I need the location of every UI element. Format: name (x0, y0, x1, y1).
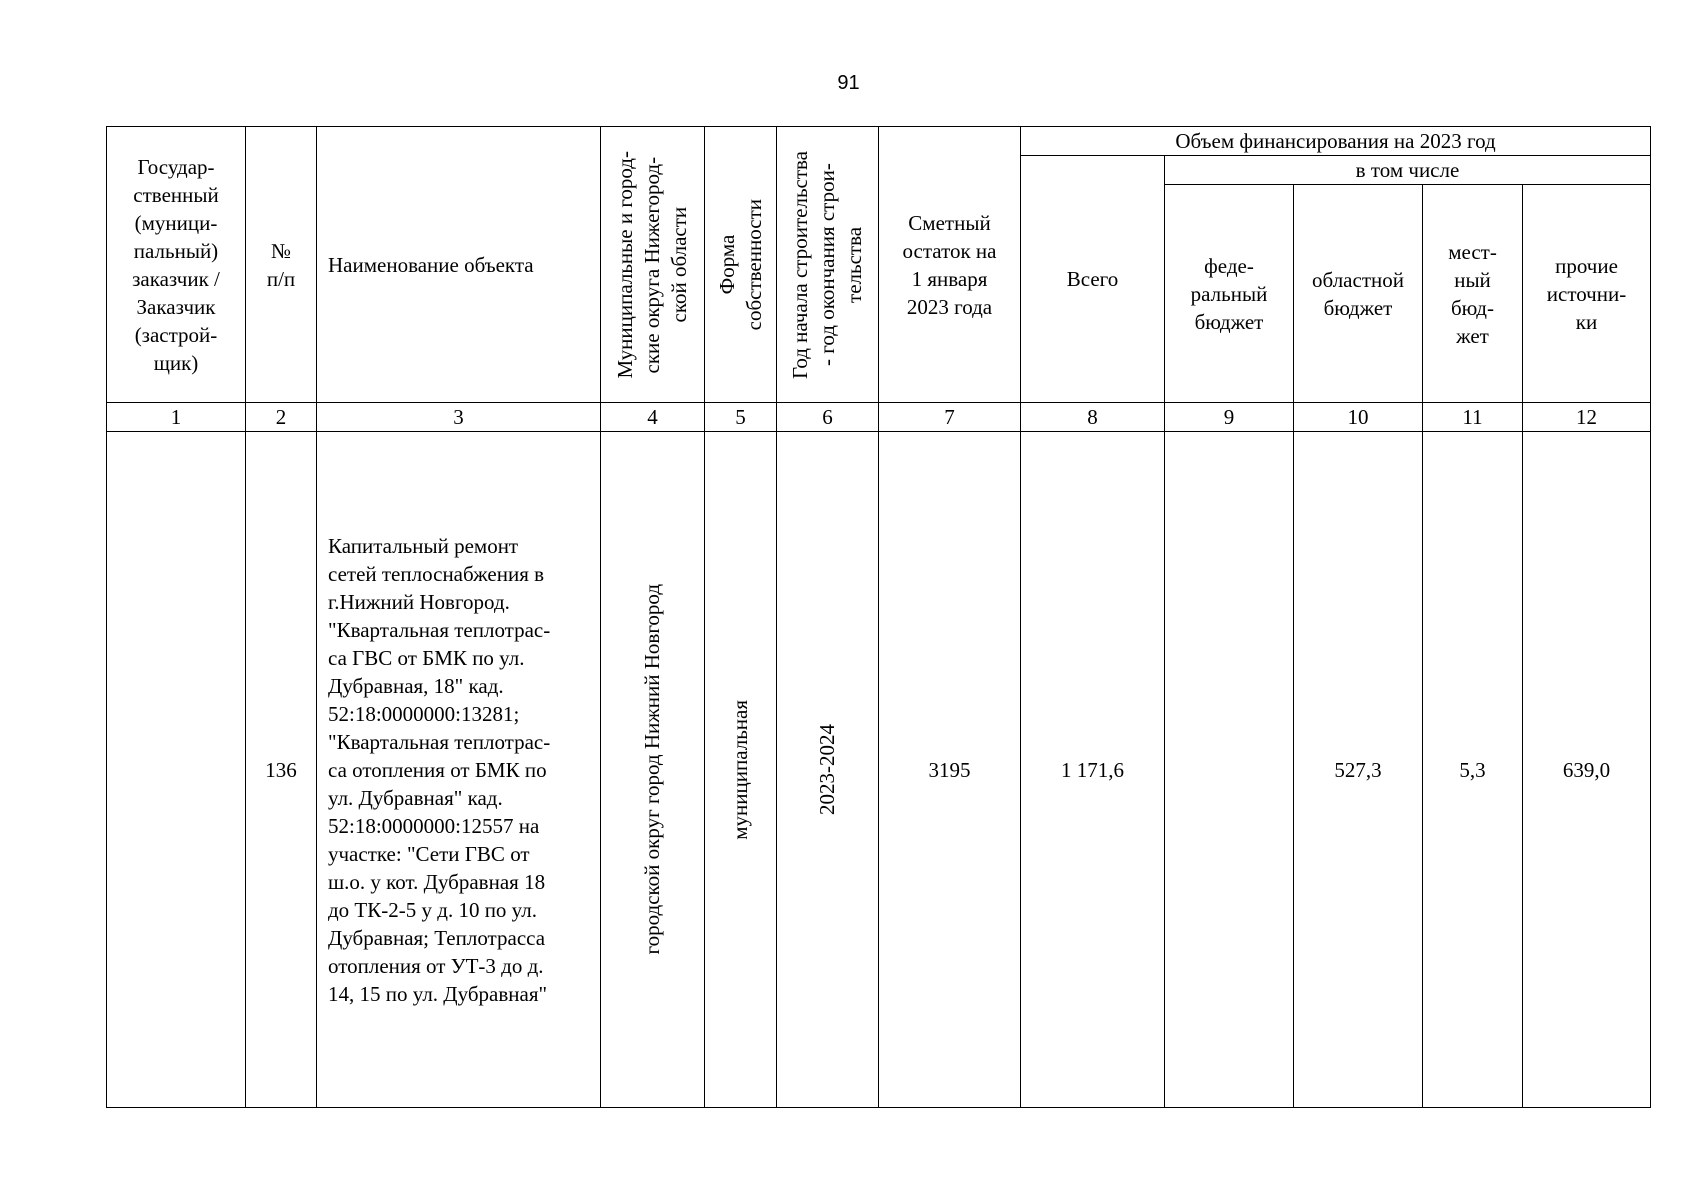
column-number: 2 (246, 403, 317, 432)
page-number: 91 (837, 72, 860, 94)
cell-district: городской округ город Нижний Новгород (601, 432, 705, 1108)
cell-index: 136 (246, 432, 317, 1108)
column-number: 10 (1294, 403, 1423, 432)
column-number: 5 (705, 403, 777, 432)
header-index: № п/п (246, 127, 317, 403)
column-number: 4 (601, 403, 705, 432)
header-estimate: Сметный остаток на 1 января 2023 года (879, 127, 1021, 403)
header-regional: областной бюджет (1294, 185, 1423, 403)
column-number: 12 (1523, 403, 1651, 432)
cell-total: 1 171,6 (1021, 432, 1165, 1108)
cell-years: 2023-2024 (777, 432, 879, 1108)
header-including: в том числе (1165, 156, 1651, 185)
header-object-name: Наименование объекта (317, 127, 601, 403)
column-number: 1 (107, 403, 246, 432)
header-total: Всего (1021, 156, 1165, 403)
header-customer: Государ- ственный (муници- пальный) заказчик / Заказчик (застрой- щик) (107, 127, 246, 403)
column-number: 8 (1021, 403, 1165, 432)
header-other: прочие источни- ки (1523, 185, 1651, 403)
column-numbers-row (107, 403, 1651, 432)
column-number: 7 (879, 403, 1021, 432)
column-number: 6 (777, 403, 879, 432)
cell-customer (107, 432, 246, 1108)
header-years: Год начала строительства - год окончания строи- тельства (777, 127, 879, 403)
table-row (107, 432, 1651, 1108)
header-local: мест- ный бюд- жет (1423, 185, 1523, 403)
cell-object-name: Капитальный ремонт сетей теплоснабжения в г.Нижний Новгород. "Квартальная теплотрас- са ГВС от БМК по ул. Дубравная, 18" кад. 52:18:0000000:13281; "Квартальная теплотрас- са отопления от БМК по ул. Дубравная" кад. 52:18:0000000:12557 на участке: "Сети ГВС от ш.о. у кот. Дубравная 18 до ТК-2-5 у д. 10 по ул. Дубравная; Теплотрасса отопления от УТ-3 до д. 14, 15 по ул. Дубравная" (317, 432, 601, 1108)
cell-federal (1165, 432, 1294, 1108)
header-districts: Муниципальные и город- ские округа Нижегород- ской области (601, 127, 705, 403)
cell-other: 639,0 (1523, 432, 1651, 1108)
column-number: 9 (1165, 403, 1294, 432)
header-federal: феде- ральный бюджет (1165, 185, 1294, 403)
header-funding-group: Объем финансирования на 2023 год (1021, 127, 1651, 156)
cell-local: 5,3 (1423, 432, 1523, 1108)
header-ownership: Форма собственности (705, 127, 777, 403)
column-number: 3 (317, 403, 601, 432)
column-number: 11 (1423, 403, 1523, 432)
financing-table (106, 126, 1651, 1108)
cell-ownership: муниципальная (705, 432, 777, 1108)
cell-regional: 527,3 (1294, 432, 1423, 1108)
cell-estimate: 3195 (879, 432, 1021, 1108)
